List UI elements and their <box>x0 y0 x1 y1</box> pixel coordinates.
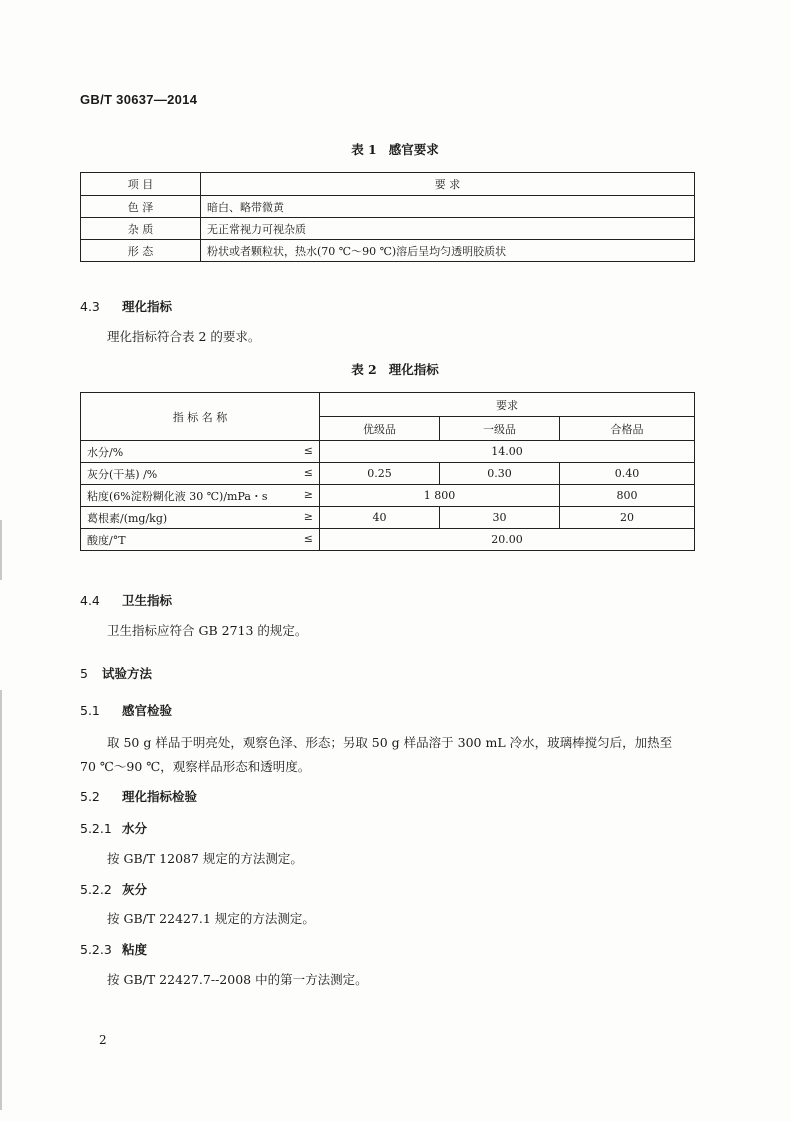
section-4-4-heading: 4.4 卫生指标 <box>80 593 173 608</box>
comparison-symbol: ≤ <box>303 532 313 545</box>
row-value: 30 <box>440 507 560 529</box>
section-5-2-3-heading: 5.2.3 粘度 <box>80 942 148 957</box>
binding-edge-mark <box>0 690 2 1110</box>
section-5-1-text-line1: 取 50 g 样品于明亮处，观察色泽、形态；另取 50 g 样品溶于 300 mL 冷水，玻璃棒搅匀后，加热至 <box>107 735 673 750</box>
table-row <box>81 218 695 240</box>
header-requirement: 要 求 <box>201 173 695 196</box>
row-value: 14.00 <box>320 441 695 463</box>
row-value: 无正常视力可视杂质 <box>201 218 695 240</box>
section-5-2-heading: 5.2 理化指标检验 <box>80 789 198 804</box>
header-indicator-name: 指 标 名 称 <box>81 393 320 441</box>
row-value: 0.40 <box>560 463 695 485</box>
section-5-2-1-text: 按 GB/T 12087 规定的方法测定。 <box>107 851 303 866</box>
standard-code: GB/T 30637—2014 <box>80 92 198 107</box>
section-5-1-text-line2: 70 ℃～90 ℃，观察样品形态和透明度。 <box>80 759 311 774</box>
page-number: 2 <box>99 1033 107 1047</box>
row-label: 酸度/°T ≤ <box>81 529 320 551</box>
physicochemical-indicators-table <box>80 392 695 551</box>
table1-label: 表 1 <box>351 142 377 157</box>
table-row <box>81 196 695 218</box>
section-4-3-heading: 4.3 理化指标 <box>80 299 173 314</box>
table-header-row <box>81 393 695 417</box>
grade-qualified: 合格品 <box>560 417 695 441</box>
row-value: 0.30 <box>440 463 560 485</box>
sensory-requirements-table <box>80 172 695 262</box>
table-row-moisture <box>81 441 695 463</box>
table-row-puerarin <box>81 507 695 529</box>
header-requirement: 要求 <box>320 393 695 417</box>
row-value: 800 <box>560 485 695 507</box>
table1-title: 感官要求 <box>388 142 439 157</box>
row-value: 粉状或者颗粒状，热水(70 ℃～90 ℃)溶后呈均匀透明胶质状 <box>201 240 695 262</box>
section-5-1-heading: 5.1 感官检验 <box>80 703 173 718</box>
table-row-acidity <box>81 529 695 551</box>
row-value: 0.25 <box>320 463 440 485</box>
row-label: 灰分(干基) /% ≤ <box>81 463 320 485</box>
header-item: 项 目 <box>81 173 201 196</box>
section-5-2-1-heading: 5.2.1 水分 <box>80 821 148 836</box>
section-5-2-3-text: 按 GB/T 22427.7--2008 中的第一方法测定。 <box>107 972 368 987</box>
row-value: 暗白、略带微黄 <box>201 196 695 218</box>
comparison-symbol: ≤ <box>303 466 313 479</box>
section-5-heading: 5 试验方法 <box>80 666 153 681</box>
row-label: 水分/% ≤ <box>81 441 320 463</box>
table2-caption <box>0 360 790 378</box>
grade-premium: 优级品 <box>320 417 440 441</box>
section-4-3-text: 理化指标符合表 2 的要求。 <box>107 329 261 344</box>
row-label: 色 泽 <box>81 196 201 218</box>
row-value: 20.00 <box>320 529 695 551</box>
section-4-4-text: 卫生指标应符合 GB 2713 的规定。 <box>107 623 308 638</box>
row-label: 杂 质 <box>81 218 201 240</box>
table1-caption <box>0 140 790 158</box>
comparison-symbol: ≥ <box>303 488 313 501</box>
comparison-symbol: ≥ <box>303 510 313 523</box>
table-row-ash <box>81 463 695 485</box>
row-value: 40 <box>320 507 440 529</box>
row-label: 形 态 <box>81 240 201 262</box>
table-header-row <box>81 173 695 196</box>
grade-first: 一级品 <box>440 417 560 441</box>
binding-edge-mark <box>0 520 2 580</box>
row-value: 1 800 <box>320 485 560 507</box>
table2-label: 表 2 <box>351 362 377 377</box>
row-label: 葛根素/(mg/kg) ≥ <box>81 507 320 529</box>
table2-title: 理化指标 <box>388 362 439 377</box>
table-row <box>81 240 695 262</box>
comparison-symbol: ≤ <box>303 444 313 457</box>
table-row-viscosity <box>81 485 695 507</box>
row-value: 20 <box>560 507 695 529</box>
section-5-2-2-text: 按 GB/T 22427.1 规定的方法测定。 <box>107 911 315 926</box>
row-label: 粘度(6%淀粉糊化液 30 ℃)/mPa・s ≥ <box>81 485 320 507</box>
section-5-2-2-heading: 5.2.2 灰分 <box>80 882 148 897</box>
